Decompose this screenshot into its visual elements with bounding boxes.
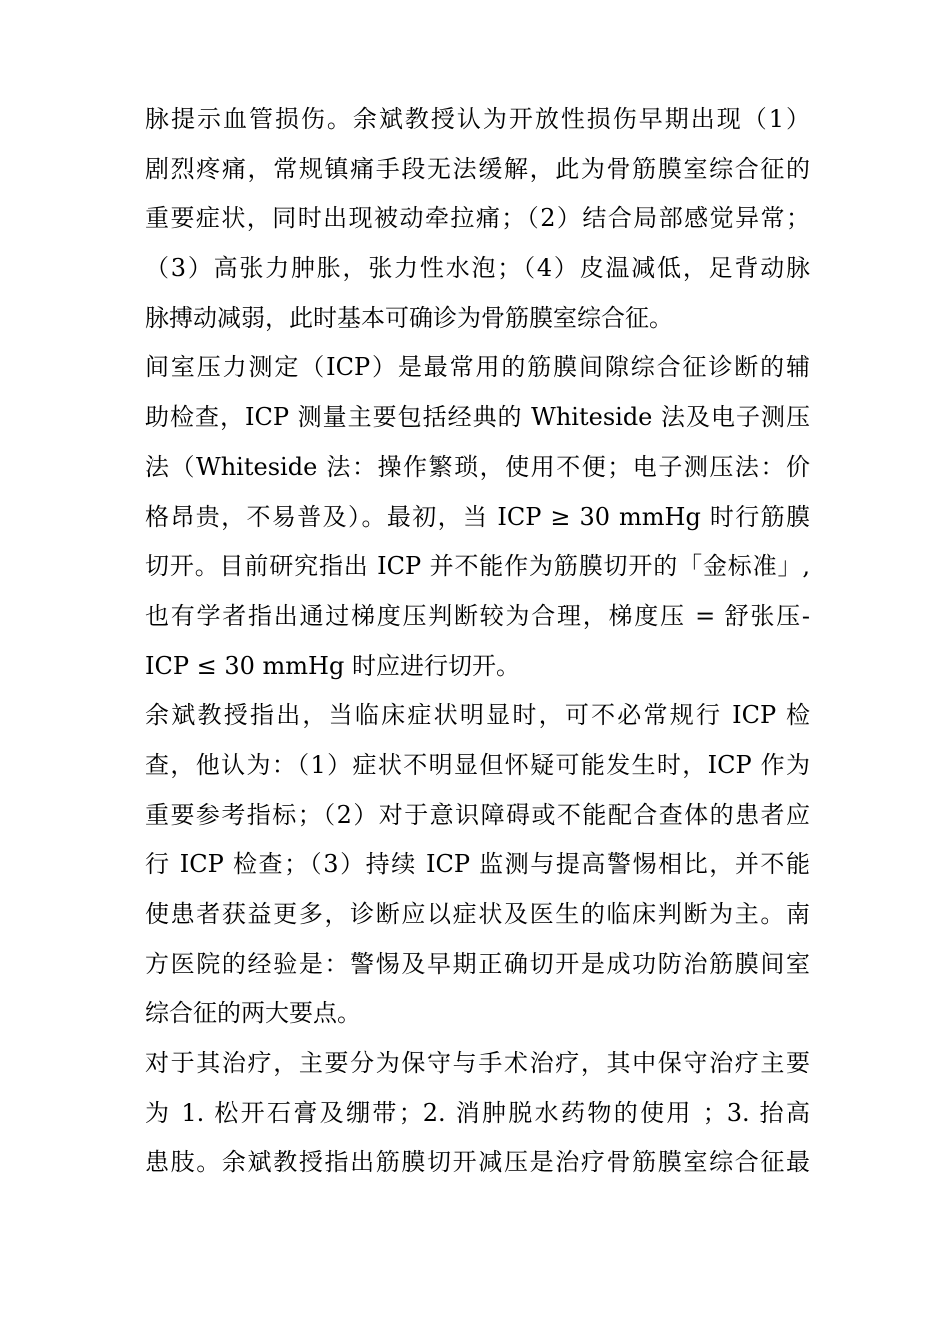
- text-line: 重要参考指标；（2）对于意识障碍或不能配合查体的患者应: [145, 800, 810, 829]
- text-line: 查，他认为：（1）症状不明显但怀疑可能发生时，ICP 作为: [145, 750, 810, 779]
- text-line: 间室压力测定（ICP）是最常用的筋膜间隙综合征诊断的辅: [145, 353, 810, 382]
- text-line: 对于其治疗，主要分为保守与手术治疗，其中保守治疗主要: [145, 1049, 810, 1078]
- text-line: 方医院的经验是：警惕及早期正确切开是成功防治筋膜间室: [145, 949, 810, 978]
- text-line: 助检查，ICP 测量主要包括经典的 Whiteside 法及电子测压: [145, 403, 810, 432]
- text-line: 格昂贵，不易普及）。最初，当 ICP ≥ 30 mmHg 时行筋膜: [145, 502, 810, 531]
- text-line: 患肢。余斌教授指出筋膜切开减压是治疗骨筋膜室综合征最: [145, 1148, 810, 1177]
- text-line: 脉搏动减弱，此时基本可确诊为骨筋膜室综合征。: [145, 303, 673, 332]
- text-line: 余斌教授指出，当临床症状明显时，可不必常规行 ICP 检: [145, 701, 810, 730]
- text-line: ICP ≤ 30 mmHg 时应进行切开。: [145, 651, 520, 680]
- text-line: 也有学者指出通过梯度压判断较为合理，梯度压 = 舒张压-: [145, 601, 810, 630]
- text-line: 综合征的两大要点。: [145, 999, 361, 1028]
- text-line: 行 ICP 检查；（3）持续 ICP 监测与提高警惕相比，并不能: [145, 850, 810, 879]
- text-line: 剧烈疼痛，常规镇痛手段无法缓解，此为骨筋膜室综合征的: [145, 154, 810, 183]
- text-line: 脉提示血管损伤。余斌教授认为开放性损伤早期出现（1）: [145, 105, 810, 133]
- text-line: 为 1. 松开石膏及绷带；2. 消肿脱水药物的使用 ；3. 抬高: [145, 1098, 810, 1127]
- text-line: （3）高张力肿胀，张力性水泡；（4）皮温减低，足背动脉: [145, 254, 810, 283]
- text-line: 切开。目前研究指出 ICP 并不能作为筋膜切开的「金标准」,: [145, 552, 810, 581]
- text-line: 法（Whiteside 法：操作繁琐，使用不便；电子测压法：价: [145, 452, 810, 481]
- body-text: [145, 95, 810, 1188]
- text-line: 使患者获益更多，诊断应以症状及医生的临床判断为主。南: [145, 900, 810, 928]
- text-line: 重要症状，同时出现被动牵拉痛；（2）结合局部感觉异常；: [145, 204, 810, 233]
